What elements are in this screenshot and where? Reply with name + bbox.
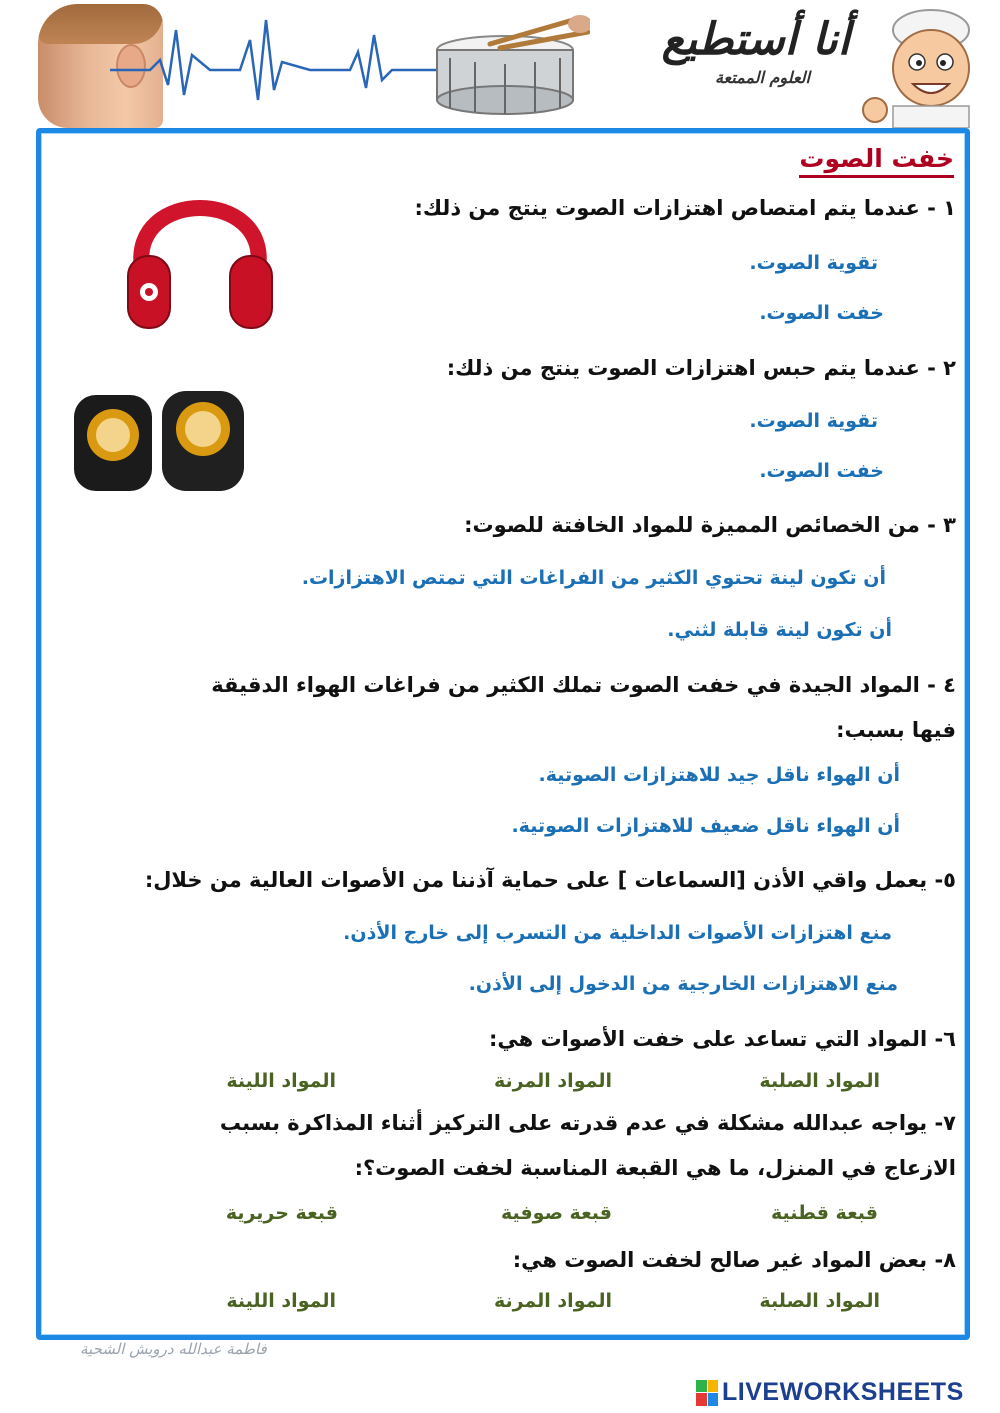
liveworksheets-logo[interactable]	[696, 1378, 964, 1407]
q2-option-2[interactable]: خفت الصوت.	[759, 460, 884, 482]
q7-option-2[interactable]: قبعة صوفية	[500, 1202, 612, 1224]
worksheet-title: أنا أستطيع	[661, 14, 850, 65]
q8-option-2[interactable]: المواد المرنة	[493, 1290, 612, 1312]
author-signature: فاطمة عبدالله درويش الشحية	[80, 1340, 267, 1358]
q3-option-2[interactable]: أن تكون لينة قابلة لثني.	[667, 619, 892, 641]
question-2: ٢ - عندما يتم حبس اهتزازات الصوت ينتج من ذلك:	[446, 356, 956, 380]
headphones-image	[120, 168, 280, 338]
liveworksheets-brand-text: LIVEWORKSHEETS	[722, 1378, 964, 1406]
question-3: ٣ - من الخصائص المميزة للمواد الخافتة للصوت:	[464, 513, 956, 537]
q7-option-1[interactable]: قبعة قطنية	[770, 1202, 878, 1224]
q6-option-3[interactable]: المواد اللينة	[226, 1070, 336, 1092]
q8-option-3[interactable]: المواد اللينة	[226, 1290, 336, 1312]
q1-option-1[interactable]: تقوية الصوت.	[749, 252, 878, 274]
q1-option-2[interactable]: خفت الصوت.	[759, 302, 884, 324]
liveworksheets-mark-icon	[696, 1380, 718, 1406]
q2-option-1[interactable]: تقوية الصوت.	[749, 410, 878, 432]
speakers-image	[70, 385, 250, 495]
question-7-line-1: ٧- يواجه عبدالله مشكلة في عدم قدرته على التركيز أثناء المذاكرة بسبب	[219, 1111, 956, 1135]
q8-option-1[interactable]: المواد الصلبة	[759, 1290, 880, 1312]
q5-option-1[interactable]: منع اهتزازات الأصوات الداخلية من التسرب إلى خارج الأذن.	[343, 922, 892, 944]
drum-graphic	[430, 10, 590, 120]
q7-option-3[interactable]: قبعة حريرية	[225, 1202, 338, 1224]
worksheet-header	[0, 0, 1000, 128]
q4-option-2[interactable]: أن الهواء ناقل ضعيف للاهتزازات الصوتية.	[511, 815, 900, 837]
question-5: ٥- يعمل واقي الأذن [السماعات ] على حماية آذننا من الأصوات العالية من خلال:	[144, 868, 956, 892]
worksheet-subtitle: العلوم الممتعة	[714, 68, 810, 87]
q6-option-2[interactable]: المواد المرنة	[493, 1070, 612, 1092]
question-4-line-1: ٤ - المواد الجيدة في خفت الصوت تملك الكثير من فراغات الهواء الدقيقة	[211, 673, 956, 697]
q6-option-1[interactable]: المواد الصلبة	[759, 1070, 880, 1092]
question-1: ١ - عندما يتم امتصاص اهتزازات الصوت ينتج من ذلك:	[414, 196, 956, 220]
question-6: ٦- المواد التي تساعد على خفت الأصوات هي:	[489, 1027, 956, 1051]
cartoon-boy-icon	[853, 6, 988, 128]
sound-wave-graphic	[110, 0, 440, 110]
section-title: خفت الصوت	[799, 144, 954, 178]
q5-option-2[interactable]: منع الاهتزازات الخارجية من الدخول إلى الأذن.	[468, 973, 898, 995]
question-4-line-2: فيها بسبب:	[836, 718, 956, 742]
q4-option-1[interactable]: أن الهواء ناقل جيد للاهتزازات الصوتية.	[538, 764, 900, 786]
q3-option-1[interactable]: أن تكون لينة تحتوي الكثير من الفراغات التي تمتص الاهتزازات.	[301, 567, 886, 589]
question-7-line-2: الازعاج في المنزل، ما هي القبعة المناسبة لخفت الصوت؟:	[354, 1156, 956, 1180]
question-8: ٨- بعض المواد غير صالح لخفت الصوت هي:	[512, 1248, 956, 1272]
